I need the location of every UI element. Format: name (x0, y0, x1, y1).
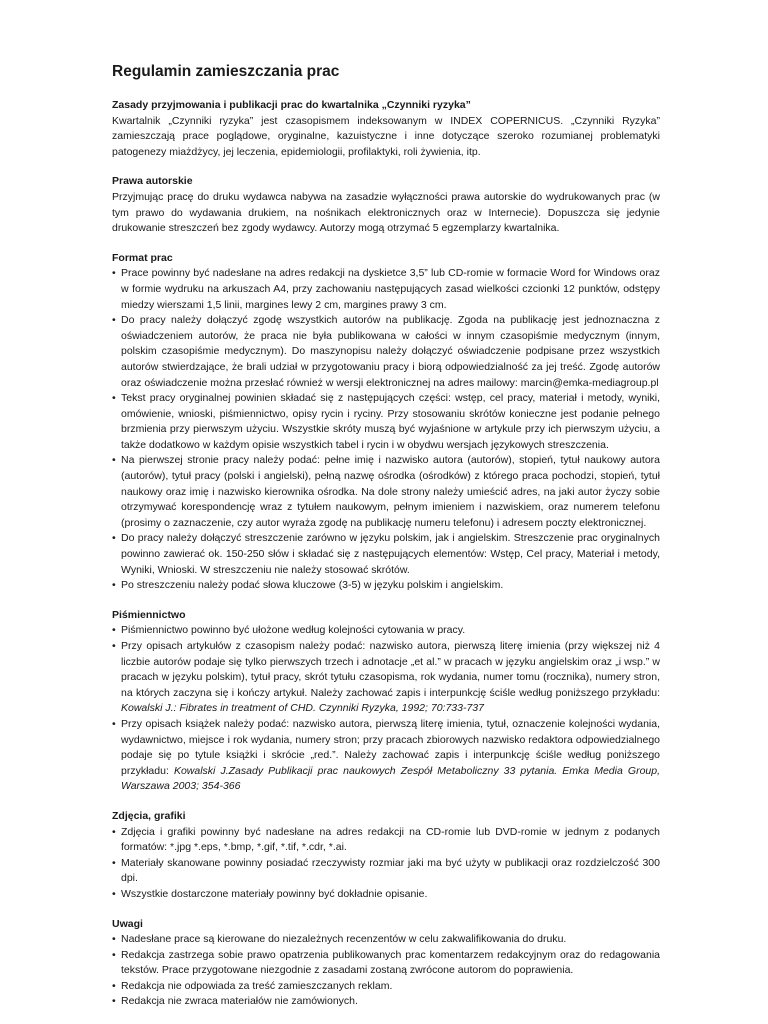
list-item: • Do pracy należy dołączyć streszczenie zarówno w języku polskim, jak i angielskim. Streszczenie prac oryginalnych powinno zawierać ok. 150-250 słów i składać się z następujących elementów: Wstęp, Cel pracy, Materiał i metody, Wyniki, Wnioski. W streszczeniu nie należy stosować skrótów. (112, 531, 660, 578)
list-item: • Zdjęcia i grafiki powinny być nadesłane na adres redakcji na CD-romie lub DVD-romie w jednym z podanych formatów: *.jpg *.eps, *.bmp, *.gif, *.tif, *.cdr, *.ai. (112, 825, 660, 856)
section-heading: Zdjęcia, grafiki (112, 809, 186, 822)
section-heading: Format prac (112, 251, 173, 264)
list-item: • Po streszczeniu należy podać słowa kluczowe (3-5) w języku polskim i angielskim. (112, 578, 660, 594)
section-zasady (112, 98, 660, 160)
citation-example: Kowalski J.Zasady Publikacji prac naukowych Zespół Metaboliczny 33 pytania. Emka Media Group, Warszawa 2003; 354-366 (121, 764, 661, 793)
list-item-text: Przy opisach książek należy podać: nazwisko autora, pierwszą literę imienia, tytuł, oznaczenie kolejności wydania, wydawnictwo, miejsce i rok wydania, numery stron; przy pracach zbiorowych nazwisko redaktora odpowiedzialnego podaje się po tytule książki i skrócie „red.”. Należy zachować zapis i interpunkcję ściśle według poniższego przykładu: (121, 717, 660, 777)
list-item: • Materiały skanowane powinny posiadać rzeczywisty rozmiar jaki ma być użyty w publikacji oraz rozdzielczość 300 dpi. (112, 856, 660, 887)
list-item: • Prace powinny być nadesłane na adres redakcji na dyskietce 3,5” lub CD-romie w formacie Word for Windows oraz w formie wydruku na arkuszach A4, przy zachowaniu następujących zasad wielkości czcionki 12 punktów, odstępy miedzy wierszami 1,5 linii, margines lewy 2 cm, margines prawy 3 cm. (112, 266, 660, 313)
page-title: Regulamin zamieszczania prac (112, 63, 340, 80)
section-heading: Uwagi (112, 917, 143, 930)
list-item-text: Przy opisach artykułów z czasopism należy podać: nazwisko autora, pierwszą literę imienia (przy większej niż 4 liczbie autorów podaje się tylko pierwszych trzech i adnotacje „et al.” w pracach w języku angielskim oraz „i wsp.” w pracach w języku polskim), tytuł pracy, skrót tytułu czasopisma, rok wydania, numer tomu (rocznika), numery stron, na których zaczyna się i kończy artykuł. Należy zachować zapis i interpunkcję ściśle według poniższego przykładu: (121, 640, 660, 699)
citation-example: Kowalski J.: Fibrates in treatment of CHD. Czynniki Ryzyka, 1992; 70:733-737 (121, 702, 484, 715)
section-body: Kwartalnik „Czynniki ryzyka” jest czasopismem indeksowanym w INDEX COPERNICUS. „Czynniki Ryzyka” zamieszczają prace poglądowe, oryginalne, kazuistyczne i inne dotyczące szeroko rozumianej problematyki patogenezy miażdżycy, jej leczenia, epidemiologii, profilaktyki, roli żywienia, itp. (112, 114, 660, 158)
list-item: • Redakcja zastrzega sobie prawo opatrzenia publikowanych prac komentarzem redakcyjnym oraz do redagowania tekstów. Prace przygotowane niezgodnie z zasadami zostaną zwrócone autorom do poprawienia. (112, 948, 660, 979)
list-item: • Redakcja nie odpowiada za treść zamieszczanych reklam. (112, 979, 660, 995)
document-page (112, 62, 660, 1024)
list-item: • Tekst pracy oryginalnej powinien składać się z następujących części: wstęp, cel pracy, materiał i metody, wyniki, omówienie, wnioski, piśmiennictwo, opisy rycin i ryciny. Przy stosowaniu skrótów konieczne jest podanie pełnego brzmienia przy pierwszym użyciu. Wszystkie skróty muszą być wyjaśnione w artykule przy ich pierwszym użyciu, a także dodatkowo w każdym opisie wszystkich tabel i rycin i w obydwu wersjach językowych streszczenia. (112, 391, 660, 453)
section-prawa-autorskie (112, 174, 660, 236)
list-item: • Redakcja nie zwraca materiałów nie zamówionych. (112, 994, 660, 1010)
bullet-list (112, 932, 660, 1010)
section-pismiennictwo (112, 608, 660, 795)
bullet-list (112, 825, 660, 903)
section-body: Przyjmując pracę do druku wydawca nabywa na zasadzie wyłączności prawa autorskie do wydrukowanych prac (w tym prawo do wydawania drukiem, na nośnikach elektronicznych oraz w Internecie). Dopuszcza się jedynie drukowanie streszczeń bez zgody wydawcy. Autorzy mogą otrzymać 5 egzemplarzy kwartalnika. (112, 190, 660, 235)
list-item: • Wszystkie dostarczone materiały powinny być dokładnie opisanie. (112, 887, 660, 903)
list-item: • Nadesłane prace są kierowane do niezależnych recenzentów w celu zakwalifikowania do druku. (112, 932, 660, 948)
section-heading: Piśmiennictwo (112, 608, 186, 621)
list-item (112, 623, 660, 639)
section-format-prac (112, 251, 660, 594)
section-heading: Zasady przyjmowania i publikacji prac do kwartalnika „Czynniki ryzyka” (112, 99, 471, 111)
list-item: • Na pierwszej stronie pracy należy podać: pełne imię i nazwisko autora (autorów), stopień, tytuł naukowy autora (autorów), tytuł pracy (polski i angielski), pełną nazwę ośrodka (ośrodków) z którego praca pochodzi, stopień, tytuł naukowy oraz imię i nazwisko kierownika ośrodka. Na dole strony należy umieścić adres, na jaki autor życzy sobie otrzymywać korespondencję wraz z tytułem naukowym, pełnym imieniem i nazwiskiem, oraz numerem telefonu (prosimy o zaznaczenie, czy autor wyraża zgodę na publikację numeru telefonu) i adresem poczty elektronicznej. (112, 453, 660, 531)
section-uwagi (112, 917, 660, 1011)
list-item: • Do pracy należy dołączyć zgodę wszystkich autorów na publikację. Zgoda na publikację jest jednoznaczna z oświadczeniem autorów, że praca nie była publikowana w całości w innym czasopiśmie medycznym (innym, polskim czasopiśmie medycznym). Do maszynopisu należy dołączyć oświadczenie podpisane przez wszystkich autorów stwierdzające, że brali udział w przygotowaniu pracy i biorą odpowiedzialność za jej treść. Zgodę autorów oraz oświadczenie można przesłać również w wersji elektronicznej na adres mailowy: marcin@emka-mediagroup.pl (112, 313, 660, 391)
bullet-list (112, 266, 660, 593)
section-zdjecia-grafiki (112, 809, 660, 903)
list-item (112, 717, 660, 795)
list-item (112, 639, 660, 717)
list-item-text: Piśmiennictwo powinno być ułożone według kolejności cytowania w pracy. (121, 624, 466, 637)
bullet-list (112, 623, 660, 795)
section-heading: Prawa autorskie (112, 175, 193, 188)
